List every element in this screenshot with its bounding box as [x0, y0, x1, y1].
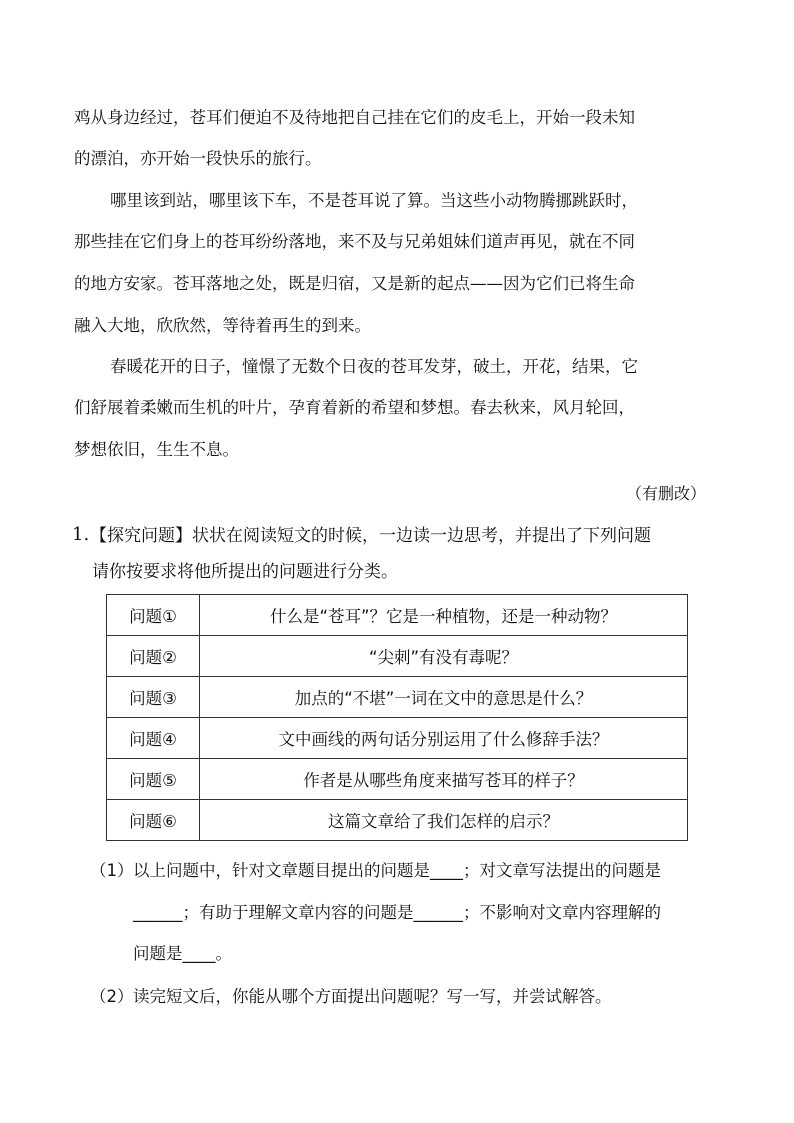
question-prompt-line: 【探究问题】状状在阅读短文的时候，一边读一边思考，并提出了下列问题 — [90, 526, 651, 546]
passage-line: 那些挂在它们身上的苍耳纷纷落地，来不及与兄弟姐妹们道声再见，就在不同 — [74, 232, 635, 251]
passage-line: 春暖花开的日子，憧憬了无数个日夜的苍耳发芽，破土，开花，结果，它 — [110, 357, 638, 376]
row-label: 问题① — [107, 595, 200, 636]
table-row — [107, 677, 688, 718]
row-label: 问题⑤ — [107, 759, 200, 800]
table-row — [107, 800, 688, 841]
table-row — [107, 595, 688, 636]
row-question: 这篇文章给了我们怎样的启示？ — [200, 800, 688, 841]
table-row — [107, 636, 688, 677]
source-note: （有删改） — [625, 484, 706, 503]
row-question: 作者是从哪些角度来描写苍耳的样子？ — [200, 759, 688, 800]
question-prompt — [90, 518, 730, 590]
row-question: 什么是“苍耳”？它是一种植物，还是一种动物？ — [200, 595, 688, 636]
passage-line: 哪里该到站，哪里该下车，不是苍耳说了算。当这些小动物腾挪跳跃时， — [110, 191, 638, 210]
question-prompt-line: 请你按要求将他所提出的问题进行分类。 — [92, 562, 398, 582]
row-label: 问题③ — [107, 677, 200, 718]
sub-question-line: 问题是____。 — [133, 944, 232, 963]
passage-line: 梦想依旧，生生不息。 — [74, 440, 239, 459]
sub-question-marker: （1） — [90, 861, 134, 880]
row-question: “尖刺”有没有毒呢？ — [200, 636, 688, 677]
sub-question-line: ______；有助于理解文章内容的问题是______；不影响对文章内容理解的 — [133, 903, 661, 922]
passage-line: 的地方安家。苍耳落地之处，既是归宿，又是新的起点——因为它们已将生命 — [74, 274, 635, 293]
passage-line: 们舒展着柔嫩而生机的叶片，孕育着新的希望和梦想。春去秋来，风月轮回， — [74, 398, 635, 417]
row-question: 加点的“不堪”一词在文中的意思是什么？ — [200, 677, 688, 718]
table-row — [107, 759, 688, 800]
passage-line: 融入大地，欣欣然，等待着再生的到来。 — [74, 316, 371, 335]
table-row — [107, 718, 688, 759]
sub-question-marker: （2） — [90, 987, 134, 1006]
sub-question-line: 读完短文后，你能从哪个方面提出问题呢？写一写，并尝试解答。 — [133, 987, 612, 1006]
passage-line: 鸡从身边经过，苍耳们便迫不及待地把自己挂在它们的皮毛上，开始一段未知 — [74, 108, 635, 127]
row-label: 问题⑥ — [107, 800, 200, 841]
question-table — [106, 594, 688, 841]
row-label: 问题④ — [107, 718, 200, 759]
sub-question-line: 以上问题中，针对文章题目提出的问题是____；对文章写法提出的问题是 — [133, 861, 661, 880]
passage-line: 的漂泊，亦开始一段快乐的旅行。 — [74, 149, 322, 168]
question-number: 1. — [72, 524, 90, 545]
row-question: 文中画线的两句话分别运用了什么修辞手法？ — [200, 718, 688, 759]
row-label: 问题② — [107, 636, 200, 677]
